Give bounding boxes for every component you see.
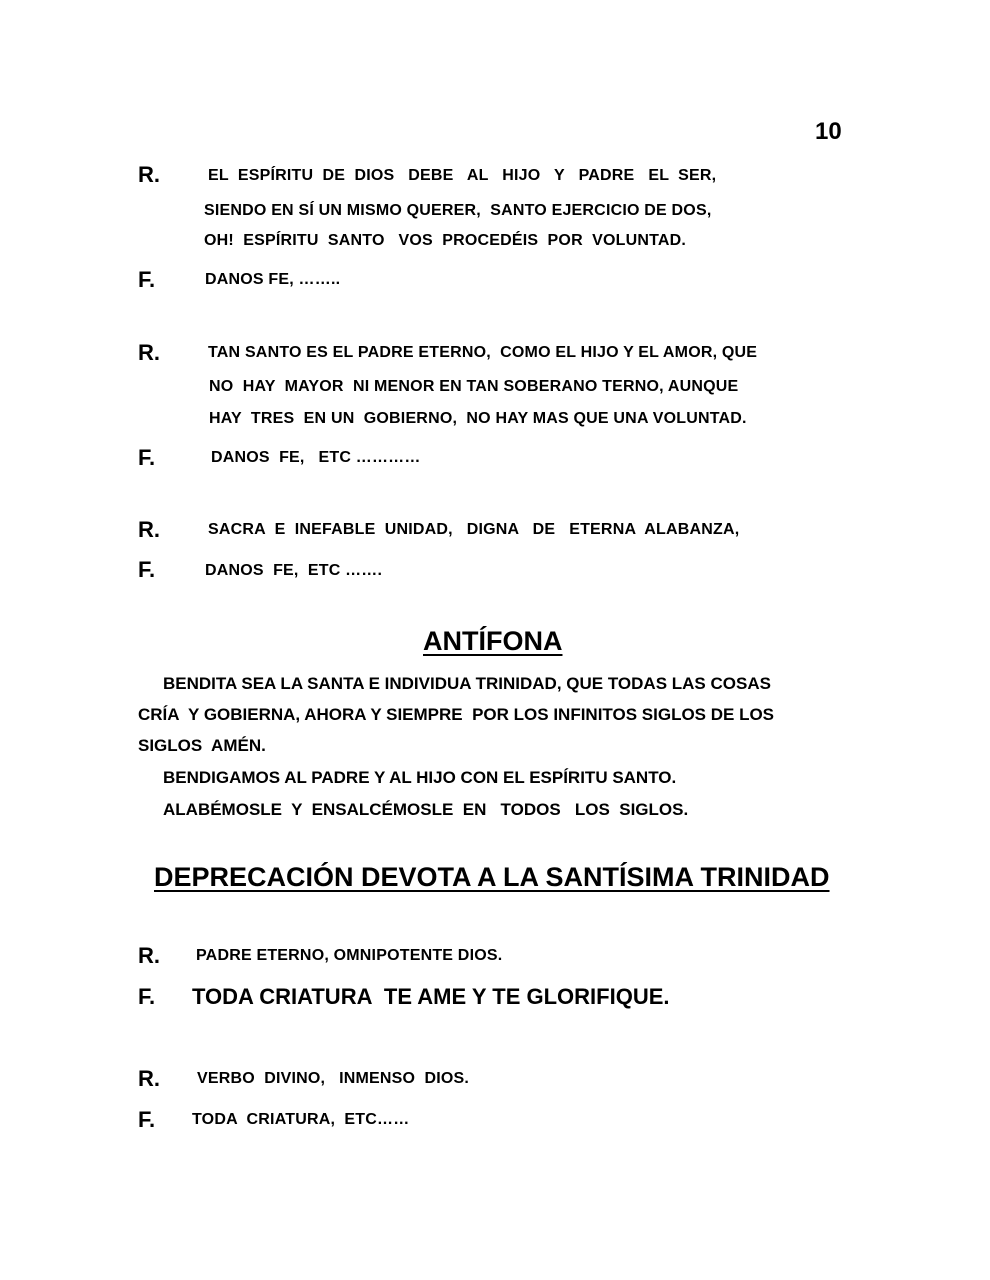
verse-line: HAY TRES EN UN GOBIERNO, NO HAY MAS QUE UNA VOLUNTAD. <box>209 410 747 427</box>
antifona-line: SIGLOS AMÉN. <box>138 736 266 755</box>
verse-line: TAN SANTO ES EL PADRE ETERNO, COMO EL HIJO Y EL AMOR, QUE <box>208 344 758 361</box>
antifona-line: CRÍA Y GOBIERNA, AHORA Y SIEMPRE POR LOS INFINITOS SIGLOS DE LOS <box>138 705 775 724</box>
refrain-text: DANOS FE, ETC ……. <box>205 562 383 579</box>
deprecacion-title: DEPRECACIÓN DEVOTA A LA SANTÍSIMA TRINIDAD <box>154 862 830 892</box>
verse-line: SIENDO EN SÍ UN MISMO QUERER, SANTO EJERCICIO DE DOS, <box>204 202 712 219</box>
refrain-label: F. <box>138 267 156 292</box>
invocation-text: VERBO DIVINO, INMENSO DIOS. <box>197 1070 470 1087</box>
refrain-label: F. <box>138 1107 156 1132</box>
refrain-text: DANOS FE, ETC ………… <box>211 449 421 466</box>
antifona-line: BENDITA SEA LA SANTA E INDIVIDUA TRINIDAD, QUE TODAS LAS COSAS <box>163 674 771 693</box>
page-number: 10 <box>815 118 842 145</box>
refrain-label: F. <box>138 445 156 470</box>
refrain-label: F. <box>138 984 156 1009</box>
antifona-line: BENDIGAMOS AL PADRE Y AL HIJO CON EL ESPÍRITU SANTO. <box>163 768 677 787</box>
refrain-text: TODA CRIATURA, ETC…… <box>192 1111 410 1128</box>
response-label: R. <box>138 943 160 968</box>
invocation-text: PADRE ETERNO, OMNIPOTENTE DIOS. <box>196 947 503 964</box>
response-label: R. <box>138 340 160 365</box>
refrain-label: F. <box>138 557 156 582</box>
response-label: R. <box>138 162 160 187</box>
verse-line: NO HAY MAYOR NI MENOR EN TAN SOBERANO TERNO, AUNQUE <box>209 378 739 395</box>
antifona-line: ALABÉMOSLE Y ENSALCÉMOSLE EN TODOS LOS SIGLOS. <box>163 800 689 819</box>
response-label: R. <box>138 1066 160 1091</box>
verse-line: EL ESPÍRITU DE DIOS DEBE AL HIJO Y PADRE EL SER, <box>208 167 717 184</box>
antifona-title: ANTÍFONA <box>423 626 563 656</box>
verse-line: OH! ESPÍRITU SANTO VOS PROCEDÉIS POR VOLUNTAD. <box>204 232 687 249</box>
verse-line: SACRA E INEFABLE UNIDAD, DIGNA DE ETERNA ALABANZA, <box>208 521 740 538</box>
refrain-text: TODA CRIATURA TE AME Y TE GLORIFIQUE. <box>192 984 670 1009</box>
refrain-text: DANOS FE, …….. <box>205 271 341 288</box>
response-label: R. <box>138 517 160 542</box>
